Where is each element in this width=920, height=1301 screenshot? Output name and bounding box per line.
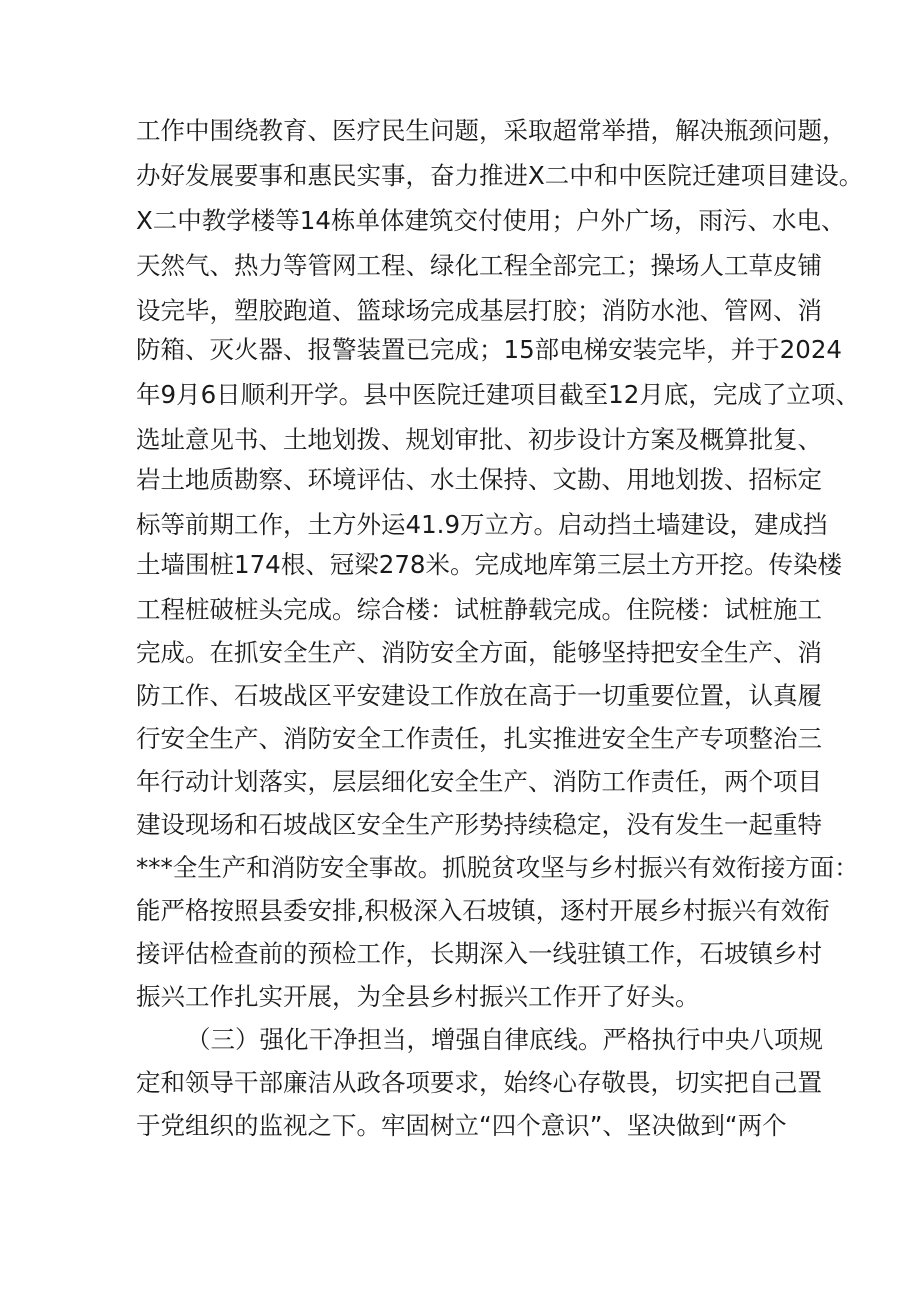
- text-line: X二中教学楼等14栋单体建筑交付使用；户外广场，雨污、水电、: [136, 206, 846, 235]
- text-line: 接评估检查前的预检工作，长期深入一线驻镇工作，石坡镇乡村: [136, 939, 822, 968]
- section-heading-line: （三）强化干净担当，增强自律底线。严格执行中央八项规: [186, 1025, 823, 1054]
- text-line: 行安全生产、消防安全工作责任，扎实推进安全生产专项整治三: [136, 724, 822, 753]
- text-line: 建设现场和石坡战区安全生产形势持续稳定，没有发生一起重特: [136, 810, 822, 839]
- text-line: 设完毕，塑胶跑道、篮球场完成基层打胶；消防水池、管网、消: [136, 296, 822, 325]
- text-line: 防箱、灭火器、报警装置已完成；15部电梯安装完毕，并于2024: [136, 335, 843, 364]
- text-line: 定和领导干部廉洁从政各项要求，始终心存敬畏，切实把自己置: [136, 1068, 822, 1097]
- text-line: 振兴工作扎实开展，为全县乡村振兴工作开了好头。: [136, 982, 700, 1011]
- text-line: 于党组织的监视之下。牢固树立“四个意识”、坚决做到“两个: [136, 1111, 787, 1140]
- text-line: 工程桩破桩头完成。综合楼：试桩静载完成。住院楼：试桩施工: [136, 595, 822, 624]
- text-line: 岩土地质勘察、环境评估、水土保持、文勘、用地划拨、招标定: [136, 465, 822, 494]
- text-line: 年行动计划落实，层层细化安全生产、消防工作责任，两个项目: [136, 767, 822, 796]
- text-line: 年9月6日顺利开学。县中医院迁建项目截至12月底，完成了立项、: [136, 380, 860, 409]
- text-line: 完成。在抓安全生产、消防安全方面，能够坚持把安全生产、消: [136, 638, 822, 667]
- text-line: 防工作、石坡战区平安建设工作放在高于一切重要位置，认真履: [136, 681, 822, 710]
- text-line: ***全生产和消防安全事故。抓脱贫攻坚与乡村振兴有效衔接方面：: [136, 853, 859, 882]
- text-line: 选址意见书、土地划拨、规划审批、初步设计方案及概算批复、: [136, 425, 822, 454]
- text-line: 标等前期工作，土方外运41.9万立方。启动挡土墙建设，建成挡: [136, 510, 828, 539]
- text-line: 天然气、热力等管网工程、绿化工程全部完工；操场人工草皮铺: [136, 251, 822, 280]
- text-line: 能严格按照县委安排,积极深入石坡镇，逐村开展乡村振兴有效衔: [136, 896, 830, 925]
- text-line: 办好发展要事和惠民实事，奋力推进X二中和中医院迁建项目建设。: [136, 161, 864, 190]
- text-line: 工作中围绕教育、医疗民生问题，采取超常举措，解决瓶颈问题，: [136, 116, 847, 145]
- text-line: 土墙围桩174根、冠梁278米。完成地库第三层土方开挖。传染楼: [136, 550, 843, 579]
